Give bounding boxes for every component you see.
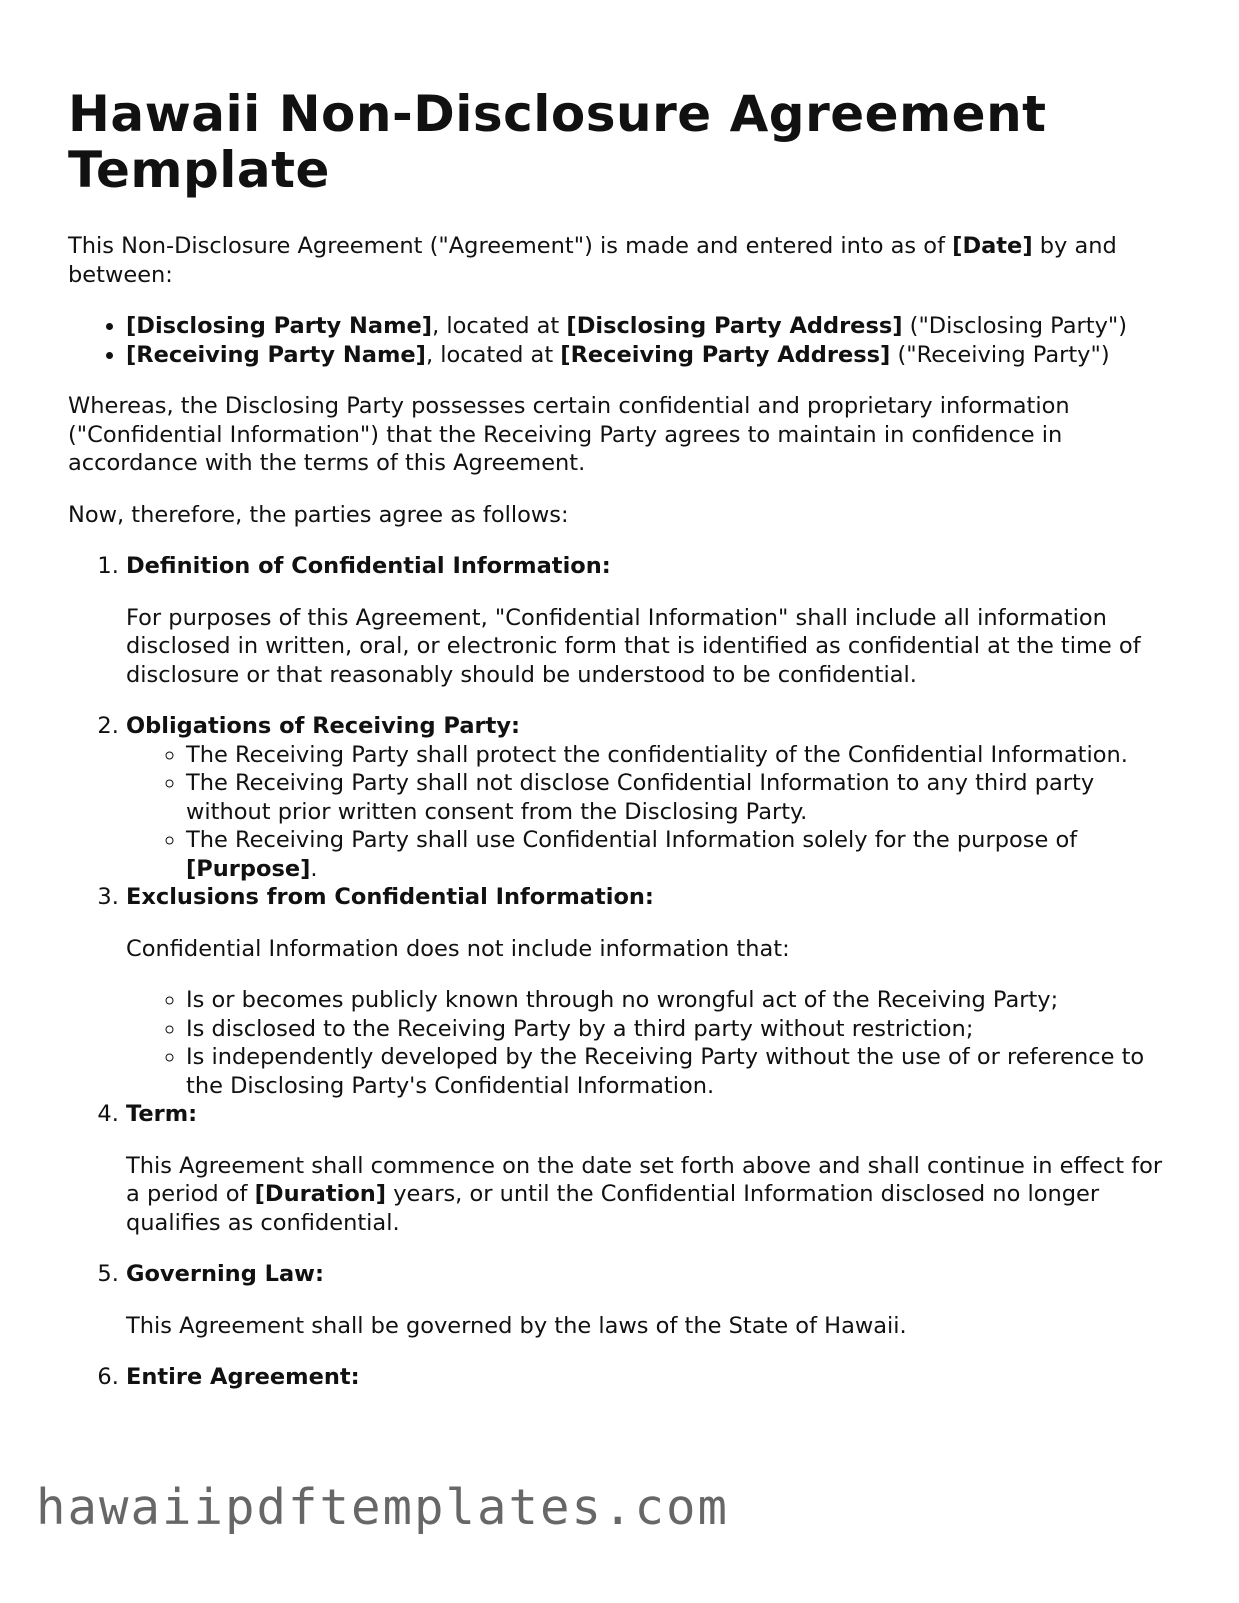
disclosing-party-address: [Disclosing Party Address] (566, 313, 903, 339)
section-title: 5. Governing Law: (126, 1261, 324, 1287)
section-obligations (126, 712, 1168, 883)
list-item: ◦ The Receiving Party shall protect the confidentiality of the Confidential Information. (186, 741, 1168, 770)
section-exclusions (126, 883, 1168, 1100)
list-item (186, 826, 1168, 883)
page-title: Hawaii Non-Disclosure Agreement Template (68, 85, 1047, 199)
obligations-list (126, 741, 1168, 884)
document-page (68, 86, 1168, 1392)
party-disclosing (126, 312, 1168, 341)
section-text: For purposes of this Agreement, "Confidential Information" shall include all information disclosed in written, oral, or electronic form that is identified as confidential at the time of disclosure or that reasonably should be understood to be confidential. (126, 604, 1141, 688)
party-located-text: , located at (432, 313, 567, 339)
section-term (126, 1100, 1168, 1237)
intro-paragraph (68, 232, 1168, 289)
party-receiving (126, 341, 1168, 370)
section-text (126, 1152, 1168, 1238)
section-text: Confidential Information does not include information that: (126, 935, 790, 962)
now-therefore-paragraph: Now, therefore, the parties agree as follows: (68, 501, 569, 528)
purpose-text-before: The Receiving Party shall use Confidential Information solely for the purpose of (186, 827, 1078, 853)
party-role-text: ("Disclosing Party") (902, 313, 1128, 339)
section-text: This Agreement shall be governed by the laws of the State of Hawaii. (126, 1312, 907, 1339)
purpose-placeholder: [Purpose] (186, 855, 311, 882)
list-item: ◦ Is or becomes publicly known through no wrongful act of the Receiving Party; (186, 986, 1168, 1015)
section-entire-agreement (126, 1363, 1168, 1392)
intro-text-before: This Non-Disclosure Agreement ("Agreement") is made and entered into as of (68, 233, 953, 259)
section-governing-law (126, 1260, 1168, 1340)
section-title: 2. Obligations of Receiving Party: (126, 713, 521, 739)
section-title: 3. Exclusions from Confidential Information: (126, 884, 654, 910)
section-title: 1. Definition of Confidential Information: (126, 553, 611, 579)
section-title: 4. Term: (126, 1101, 198, 1127)
section-definition (126, 552, 1168, 689)
section-title: 6. Entire Agreement: (126, 1364, 360, 1390)
whereas-paragraph: Whereas, the Disclosing Party possesses certain confidential and proprietary information ("Confidential Information") that the Receiving Party agrees to maintain in confidence in accordance with the terms of this Agreement. (68, 393, 1070, 476)
term-text-after: years, or until the Confidential Information disclosed no longer qualifies as confidential. (126, 1181, 1100, 1236)
list-item: ◦ The Receiving Party shall not disclose Confidential Information to any third party without prior written consent from the Disclosing Party. (186, 769, 1168, 826)
list-item: ◦ Is independently developed by the Receiving Party without the use of or reference to the Disclosing Party's Confidential Information. (186, 1043, 1168, 1100)
duration-placeholder: [Duration] (254, 1181, 387, 1207)
exclusions-list (126, 986, 1168, 1100)
term-text-before: This Agreement shall commence on the date set forth above and shall continue in effect for a period of (126, 1152, 1163, 1207)
party-located-text: , located at (425, 341, 561, 368)
receiving-party-address: [Receiving Party Address] (560, 341, 891, 368)
party-role-text: ("Receiving Party") (890, 341, 1110, 368)
receiving-party-name: [Receiving Party Name] (126, 341, 426, 368)
disclosing-party-name: [Disclosing Party Name] (126, 313, 433, 339)
intro-text-after: by and between: (68, 233, 1117, 288)
watermark-text: hawaiipdftemplates.com (36, 1479, 730, 1536)
sections-list (68, 552, 1168, 1392)
list-item: ◦ Is disclosed to the Receiving Party by a third party without restriction; (186, 1015, 1168, 1044)
parties-list (68, 312, 1168, 369)
date-placeholder: [Date] (952, 233, 1033, 259)
purpose-text-after: . (310, 855, 318, 882)
